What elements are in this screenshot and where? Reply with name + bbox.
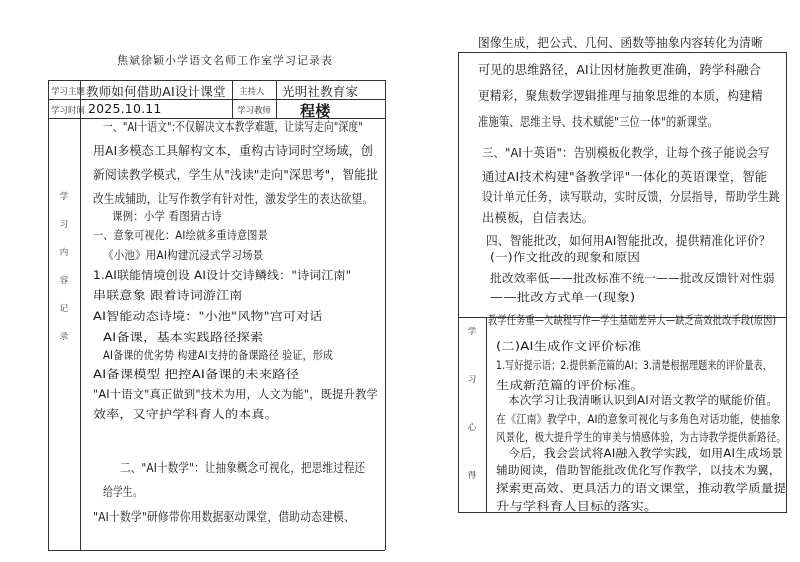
handwritten-line: 效率，又守护学科育人的本真。 (93, 407, 278, 421)
reflection-label-divider (486, 317, 487, 512)
handwritten-line: AI备课，基本实践路径探索 (103, 330, 264, 344)
handwritten-line: 三、"AI十英语"：告别模板化教学，让每个孩子能说会写 (482, 145, 770, 160)
handwritten-line: 风景化，极大提升学生的审美与情感体验，为古诗教学提供新路径。 (496, 430, 786, 444)
right-border-left (458, 52, 459, 512)
handwritten-line: 设计单元任务，读写联动，实时反馈，分层指导，帮助学生跳 (482, 189, 780, 204)
handwritten-line: (一)作文批改的现象和原因 (490, 250, 641, 264)
table-border-bottom (48, 550, 385, 551)
table-divider-col3 (276, 80, 277, 118)
handwritten-line: 升与学科育人目标的落实。 (496, 499, 658, 513)
handwritten-line: 二、"AI十数学"：让抽象概念可视化，把思维过程还 (120, 460, 366, 475)
vertical-label-char: 记 (59, 304, 69, 314)
table-border-right (385, 80, 386, 550)
teacher-label: 学习教师 (237, 106, 272, 116)
vertical-label-char: 心 (467, 423, 477, 433)
handwritten-line: 用AI多模态工具解构文本，重构古诗词时空场域，创 (93, 143, 374, 158)
host-value: 光明社教育家 (282, 84, 359, 99)
handwritten-line: 出模板，自信表达。 (482, 210, 595, 225)
handwritten-line: 1.AI联能情境创设 AI设计交诗鳞线："诗词江南" (93, 268, 352, 282)
vertical-label-char: 学 (59, 192, 69, 202)
handwritten-line: 教学任务重—欠缺程写作—学生基础差异大—缺乏高效批改手段(原因) (488, 313, 777, 327)
handwritten-line: "AI十数学"研修带你用数据驱动课堂，借助动态建模、 (93, 509, 355, 524)
handwritten-line: 在《江南》教学中，AI的意象可视化与多角色对话功能，使抽象 (496, 412, 781, 426)
handwritten-line: 更精彩，聚焦数学逻辑推理与抽象思维的本质，构建精 (478, 88, 763, 103)
handwritten-line: ——批改方式单一(现象) (490, 290, 636, 304)
teacher-value: 程楼 (300, 102, 331, 120)
vertical-label-char: 学 (467, 327, 477, 337)
handwritten-line: AI备课的优劣势 构建AI支持的备课路径 验证，形成 (103, 348, 334, 362)
handwritten-line: 1.写好提示语；2.提供新范篇的AI；3.清楚根据理题来的评价量表， (496, 358, 772, 372)
right-divider-top (458, 52, 787, 53)
host-label: 主持人 (239, 87, 265, 97)
vertical-label-char: 容 (59, 276, 69, 286)
time-label: 学习时间 (51, 106, 86, 116)
handwritten-line: 生成新范篇的评价标准。 (496, 378, 645, 392)
table-divider-labelcol (80, 80, 81, 550)
handwritten-line: (二)AI生成作文评价标准 (496, 339, 642, 353)
handwritten-line: 探索更高效、更具活力的语文课堂，推动教学质量提 (496, 481, 787, 495)
handwritten-line: "AI十语文"真正做到"技术为用，人文为能"，既提升教学 (93, 387, 379, 401)
handwritten-line: 图像生成，把公式、几何、函数等抽象内容转化为清晰 (478, 35, 763, 50)
topic-value: 教师如何借助AI设计课堂 (86, 84, 226, 99)
handwritten-line: 给学生。 (103, 484, 143, 499)
handwritten-line: AI智能动态诗境："小池"风物"宫可对话 (93, 309, 323, 323)
vertical-label-char: 习 (467, 375, 477, 385)
handwritten-line: 可见的思维路径，AI让因材施教更准确，跨学科融合 (478, 62, 762, 77)
handwritten-line: 四、智能批改，如何用AI智能批改，提供精准化评价？ (486, 233, 771, 248)
handwritten-line: 一、意象可视化：AI绘就多重诗意图景 (93, 228, 268, 242)
handwritten-line: 新阅读教学模式，学生从"浅读"走向"深思考"，智能批 (93, 167, 379, 182)
handwritten-line: 通过AI技术构建"备教学评"一体化的英语课堂，智能 (482, 169, 768, 184)
form-title: 焦斌徐颖小学语文名师工作室学习记录表 (117, 54, 333, 67)
right-page (400, 0, 800, 562)
handwritten-line: 课例：小学 看图猜古诗 (112, 209, 222, 223)
handwritten-line: 一、"AI十语文":不仅解决文本教学难题，让读写走向"深度" (103, 119, 363, 134)
vertical-label-char: 内 (59, 248, 69, 258)
vertical-label-char: 习 (59, 220, 69, 230)
table-border-top (48, 80, 385, 81)
handwritten-line: 今后，我会尝试将AI融入教学实践，如用AI生成场景 (508, 446, 784, 460)
handwritten-line: 批改效率低——批改标准不统一——批改反馈针对性弱 (490, 271, 775, 285)
topic-label: 学习主题 (51, 87, 86, 97)
time-value: 2025.10.11 (88, 101, 162, 116)
table-divider-col2 (232, 80, 233, 118)
table-border-left (48, 80, 49, 550)
vertical-label-char: 得 (467, 471, 477, 481)
handwritten-line: 本次学习让我清晰认识到AI对语文教学的赋能价值。 (508, 393, 779, 407)
handwritten-line: 改生成辅助，让写作教学有针对性，激发学生的表达欲望。 (93, 191, 374, 206)
right-border-right (786, 52, 787, 512)
handwritten-line: 《小池》用AI构建沉浸式学习场景 (103, 248, 264, 262)
vertical-label-char: 录 (59, 332, 69, 342)
handwritten-line: 串联意象 跟着诗词游江南 (93, 288, 243, 302)
handwritten-line: 准施策、思维主导、技术赋能"三位一体"的新课堂。 (478, 114, 719, 129)
handwritten-line: AI备课模型 把控AI备课的未来路径 (93, 367, 300, 381)
handwritten-line: 辅助阅读，借助智能批改优化写作教学，以技术为翼， (496, 463, 781, 477)
